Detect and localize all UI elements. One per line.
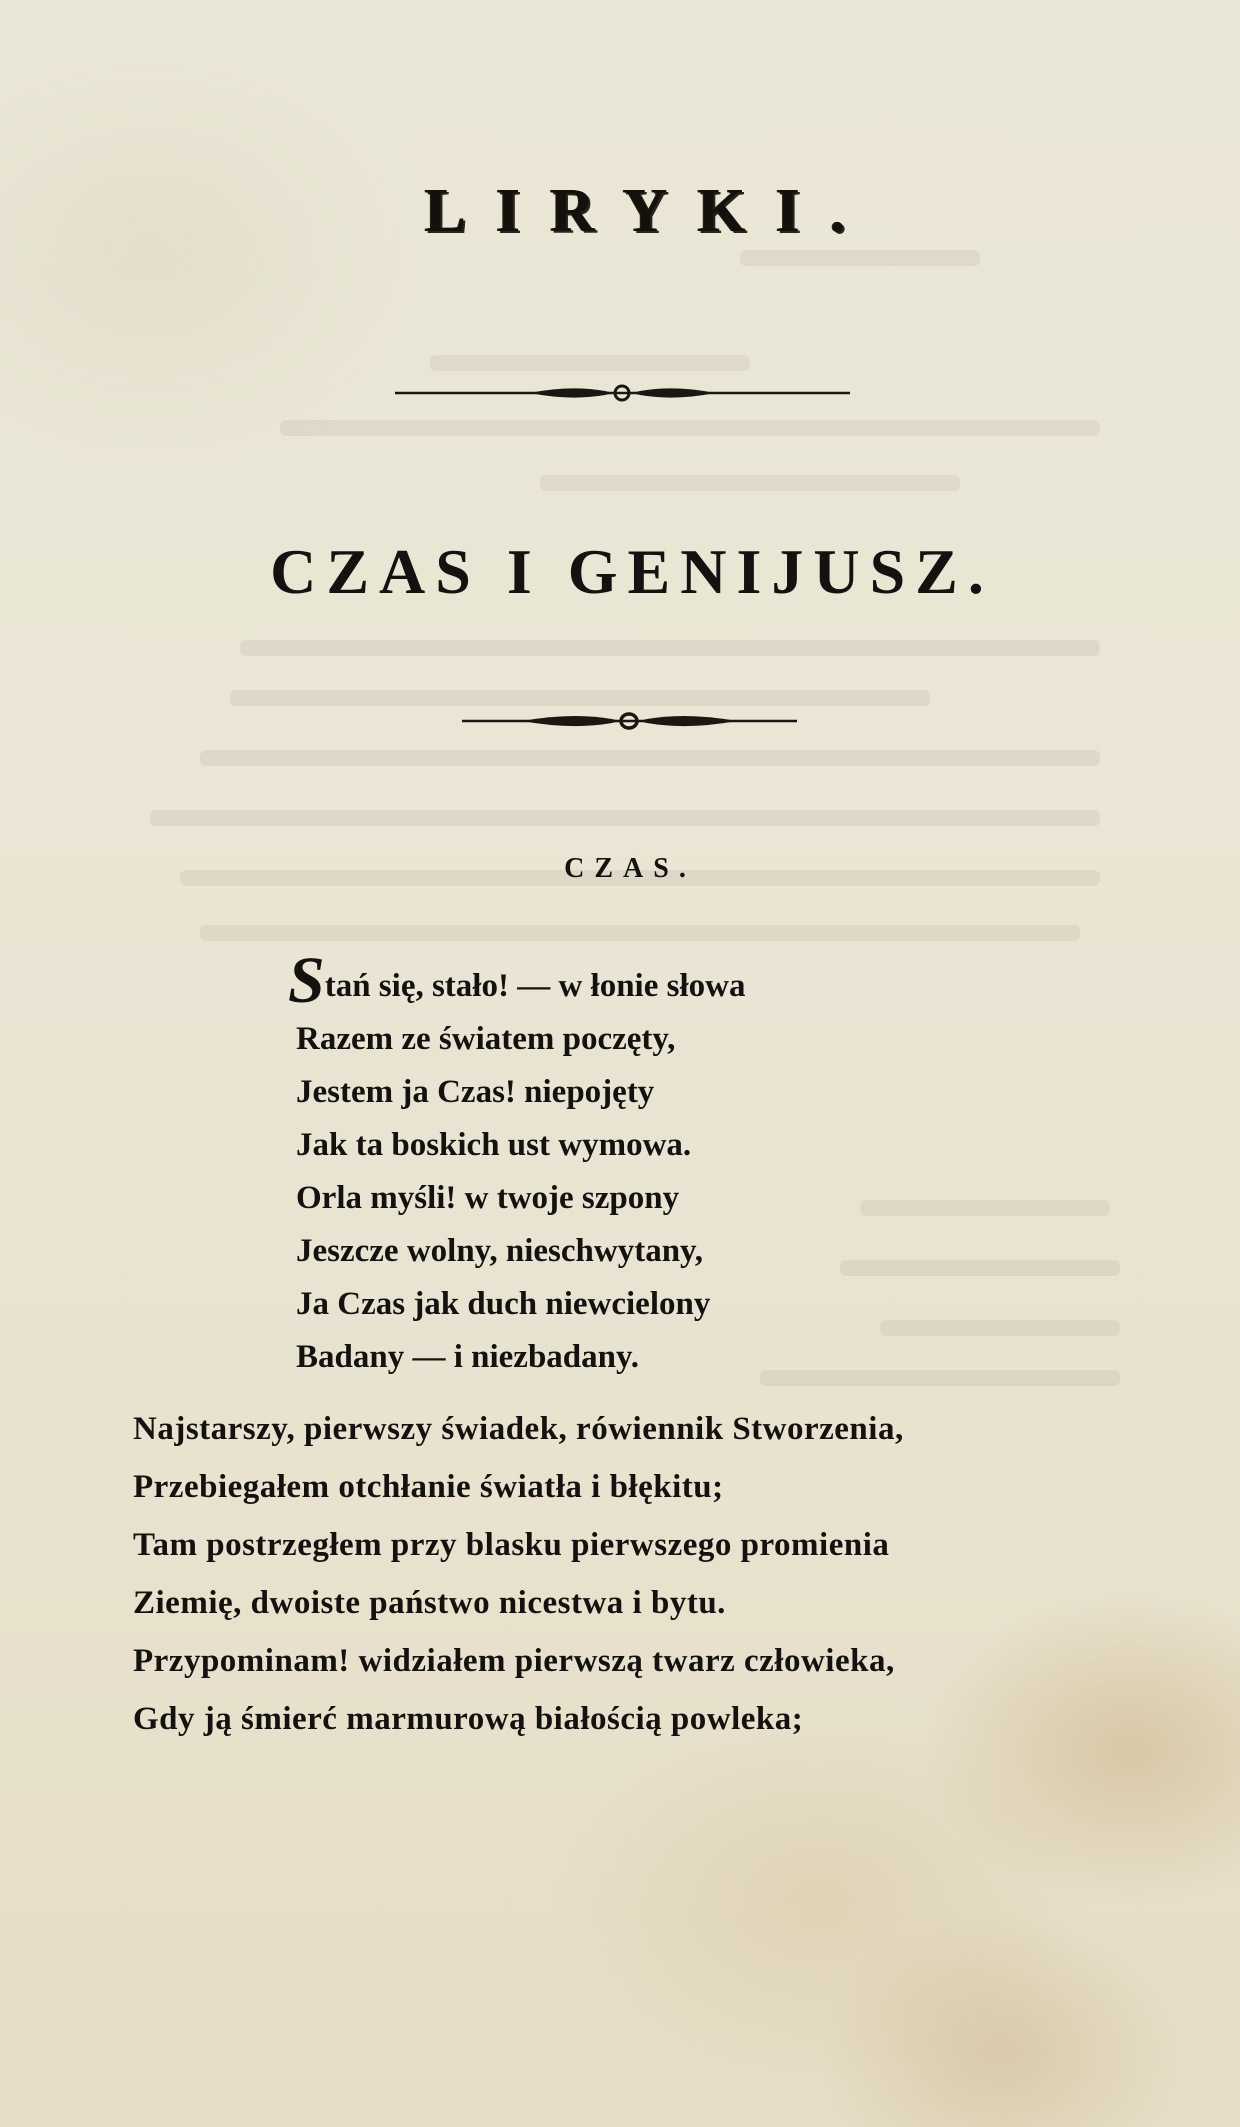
first-line-text: tań się, stało! — w łonie słowa (324, 968, 746, 1004)
stanza-line: Jestem ja Czas! niepojęty (296, 1074, 655, 1110)
verse-line: Najstarszy, pierwszy świadek, rówiennik Stworzenia, (133, 1411, 904, 1447)
ornament-divider-top (395, 378, 850, 408)
verse-line: Ziemię, dwoiste państwo nicestwa i bytu. (133, 1585, 726, 1621)
verse-line: Przebiegałem otchłanie światła i błękitu; (133, 1469, 724, 1505)
section-header: LIRYKI. (424, 177, 876, 245)
stanza-line: Jak ta boskich ust wymowa. (296, 1127, 692, 1163)
drop-cap: S (288, 944, 325, 1017)
opening-stanza (288, 944, 1056, 1384)
stanza-line: Ja Czas jak duch niewcielony (296, 1286, 711, 1322)
stanza-line: Badany — i niezbadany. (296, 1339, 639, 1375)
verse-line: Gdy ją śmierć marmurową białością powleka; (133, 1701, 804, 1737)
stanza-line: Razem ze światem poczęty, (296, 1021, 676, 1057)
main-verse (133, 1400, 1133, 1748)
stanza-line: Orla myśli! w twoje szpony (296, 1180, 680, 1216)
stanza-line (288, 944, 1056, 1017)
verse-line: Tam postrzegłem przy blasku pierwszego promienia (133, 1527, 890, 1563)
ornament-divider-middle (462, 706, 797, 736)
verse-line: Przypominam! widziałem pierwszą twarz człowieka, (133, 1643, 895, 1679)
poem-title: CZAS I GENIJUSZ. (270, 536, 994, 607)
stanza-line: Jeszcze wolny, nieschwytany, (296, 1233, 703, 1269)
poem-subtitle: CZAS. (564, 853, 696, 884)
